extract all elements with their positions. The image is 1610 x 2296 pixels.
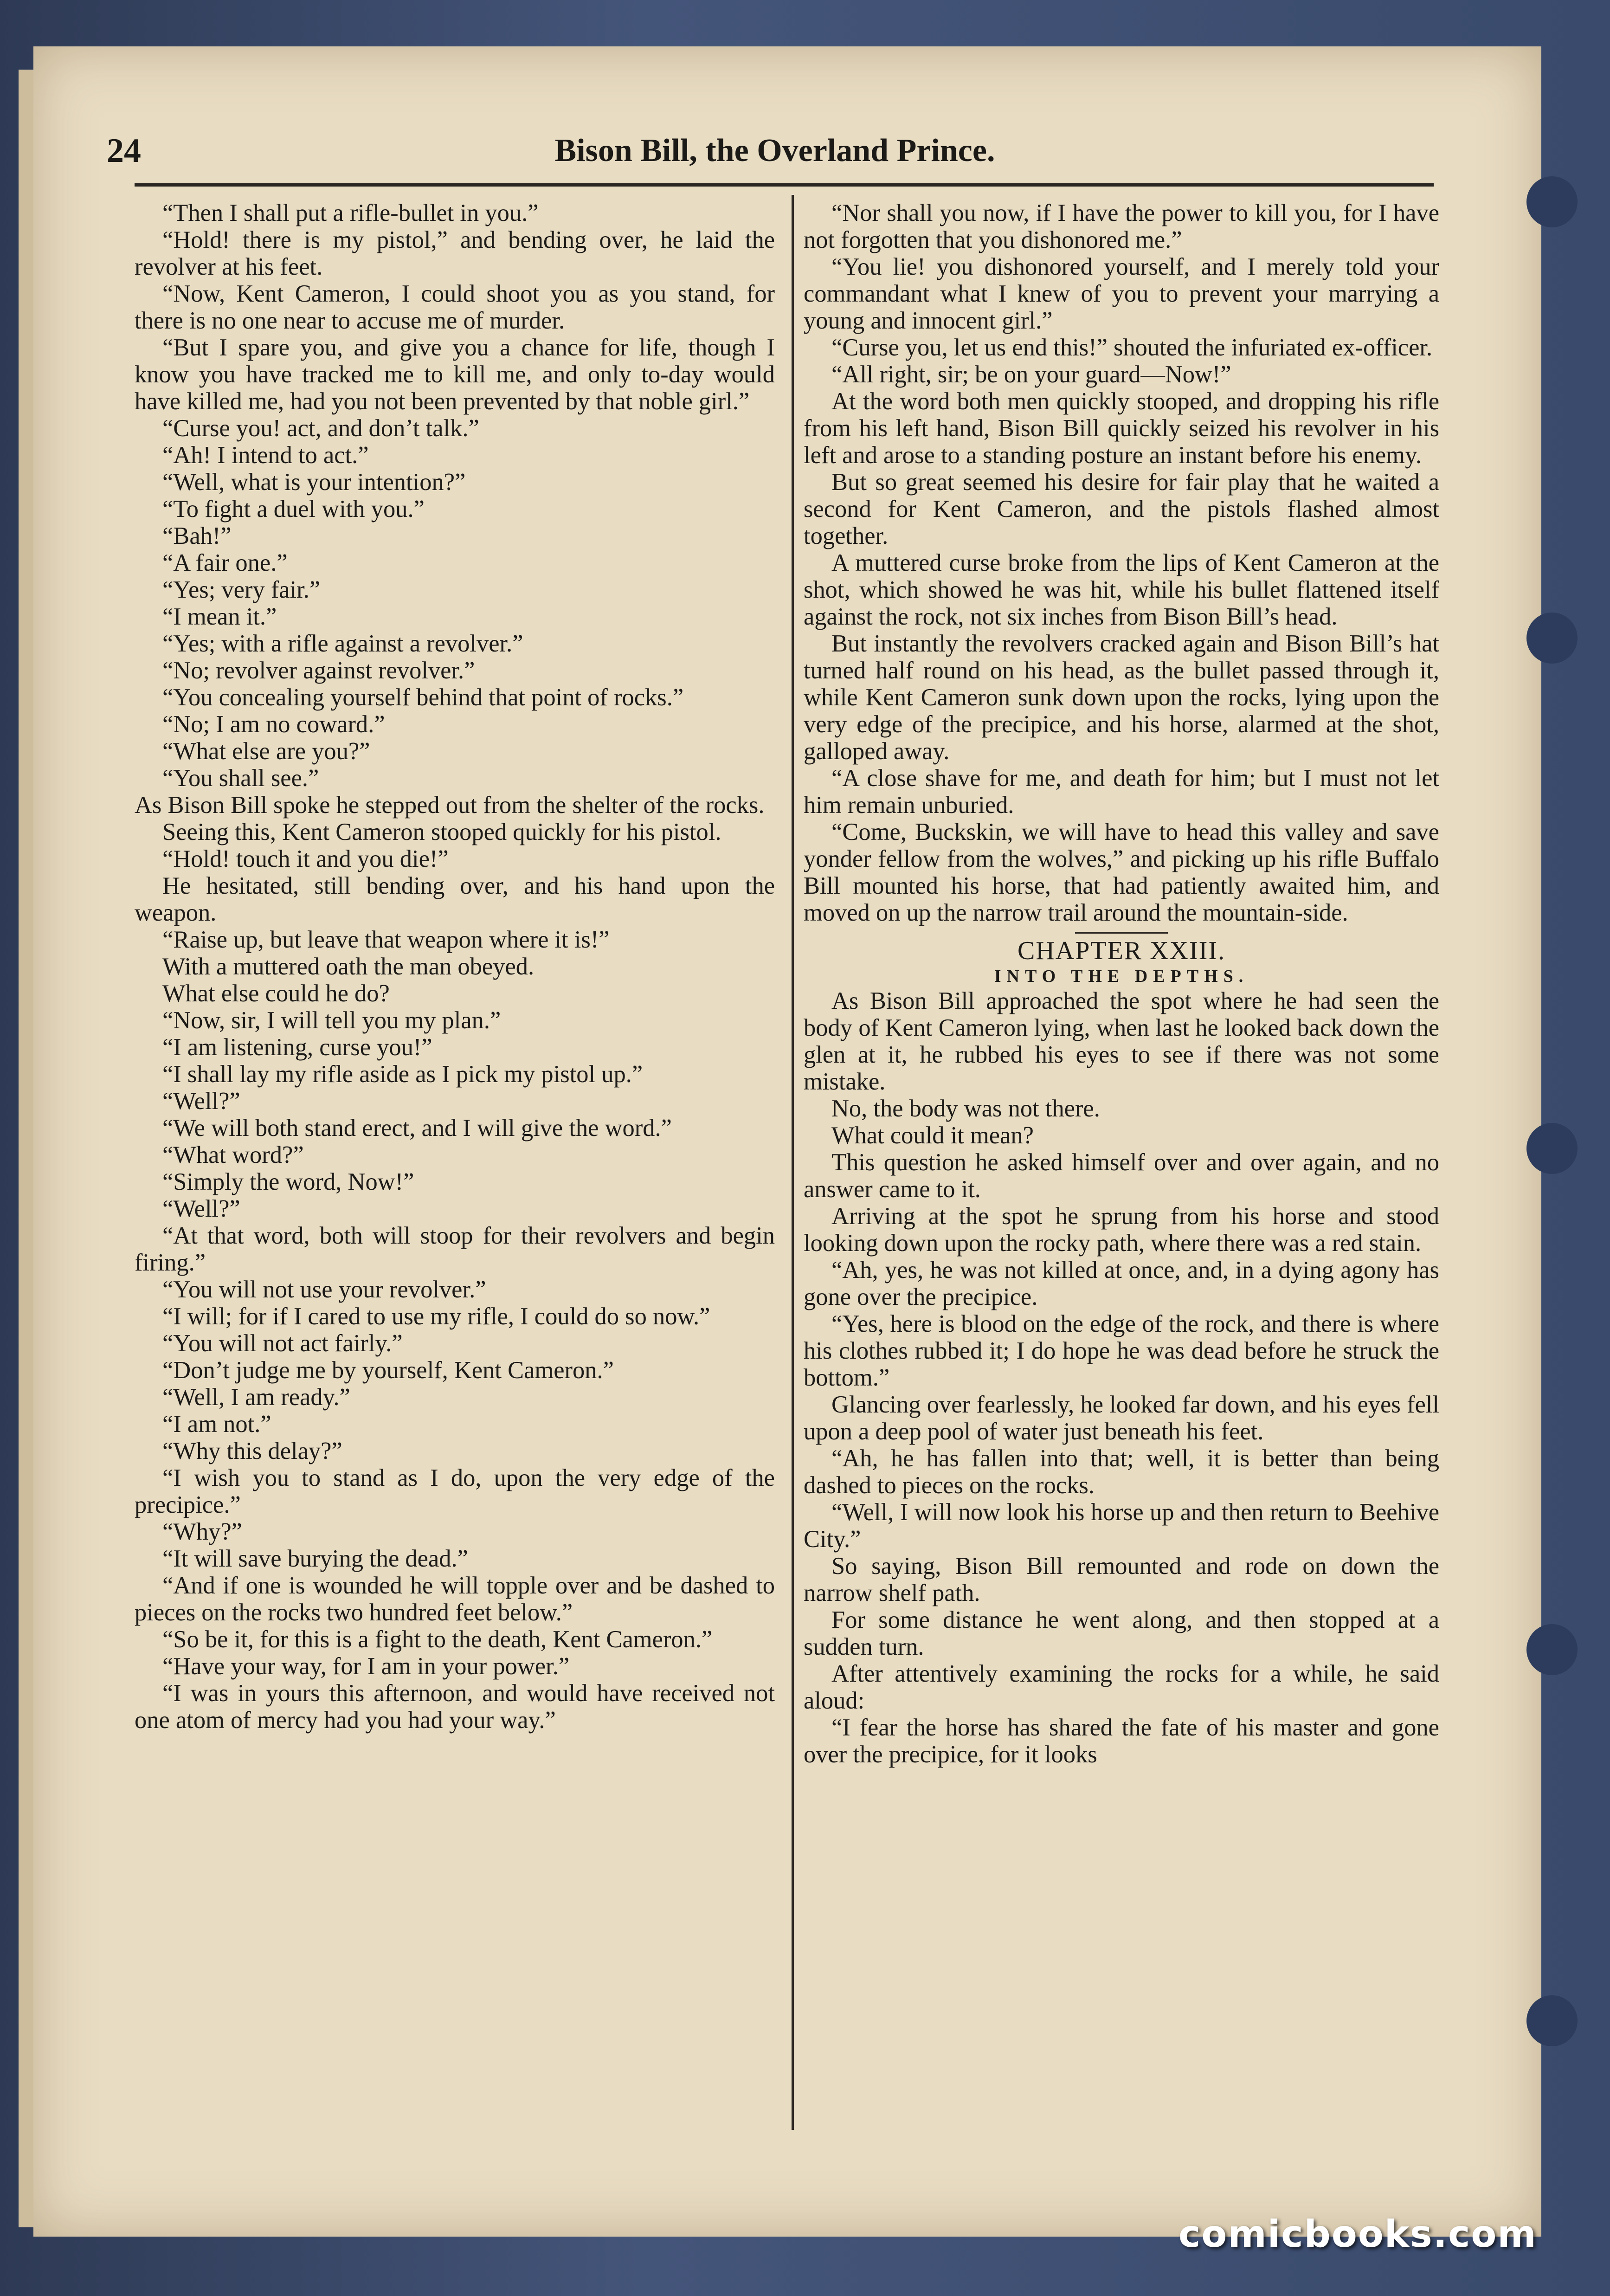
- paragraph: But instantly the revolvers cracked again and Bison Bill’s hat turned half round on his head, as the bullet passed through it, while Kent Cameron sunk down upon the rocks, lying upon the very edge of the precipice, and his horse, alarmed at the shot, galloped away.: [804, 630, 1439, 765]
- paragraph: Seeing this, Kent Cameron stooped quickly for his pistol.: [162, 819, 721, 845]
- paragraph: As Bison Bill spoke he stepped out from the shelter of the rocks.: [135, 792, 765, 819]
- paragraph: “Yes; very fair.”: [162, 576, 321, 603]
- paragraph: “I wish you to stand as I do, upon the very edge of the precipice.”: [135, 1464, 775, 1518]
- paragraph: “Why this delay?”: [162, 1438, 342, 1464]
- paragraph: “Well?”: [162, 1195, 240, 1222]
- paragraph: “What else are you?”: [162, 738, 370, 765]
- paragraph: “Well, what is your intention?”: [162, 469, 466, 496]
- binding-hole: [1526, 1123, 1578, 1174]
- right-column-text-after: [804, 987, 1439, 1768]
- paragraph: This question he asked himself over and over again, and no answer came to it.: [804, 1149, 1439, 1203]
- paragraph: What could it mean?: [831, 1122, 1034, 1149]
- chapter-heading: [804, 932, 1439, 987]
- paragraph: So saying, Bison Bill remounted and rode on down the narrow shelf path.: [804, 1553, 1439, 1606]
- paragraph: “I shall lay my rifle aside as I pick my pistol up.”: [162, 1061, 643, 1088]
- paragraph: “Curse you! act, and don’t talk.”: [162, 415, 479, 442]
- paragraph: “Yes, here is blood on the edge of the rock, and there is where his clothes rubbed it; I do hope he was dead before he struck the bottom.”: [804, 1310, 1439, 1391]
- paragraph: Glancing over fearlessly, he looked far down, and his eyes fell upon a deep pool of water just beneath his feet.: [804, 1391, 1439, 1445]
- paragraph: “So be it, for this is a fight to the death, Kent Cameron.”: [162, 1626, 713, 1653]
- paragraph: “Ah! I intend to act.”: [162, 442, 369, 469]
- paragraph: After attentively examining the rocks for a while, he said aloud:: [804, 1660, 1439, 1714]
- running-head: [107, 125, 1443, 181]
- paragraph: “You shall see.”: [162, 765, 319, 792]
- paragraph: “Simply the word, Now!”: [162, 1168, 414, 1195]
- chapter-title: CHAPTER XXIII.: [1018, 936, 1225, 965]
- paragraph: “Bah!”: [162, 522, 232, 549]
- binding-hole: [1526, 1995, 1578, 2046]
- paragraph: “Have your way, for I am in your power.”: [162, 1653, 570, 1680]
- paragraph: “It will save burying the dead.”: [162, 1545, 468, 1572]
- paragraph: “Ah, yes, he was not killed at once, and, in a dying agony has gone over the precipice.: [804, 1257, 1439, 1310]
- paragraph: “And if one is wounded he will topple over and be dashed to pieces on the rocks two hundred feet below.”: [135, 1572, 775, 1626]
- paragraph: “Nor shall you now, if I have the power to kill you, for I have not forgotten that you dishonored me.”: [804, 200, 1439, 253]
- paragraph: No, the body was not there.: [831, 1095, 1100, 1122]
- paragraph: “No; revolver against revolver.”: [162, 657, 475, 684]
- paragraph: “A fair one.”: [162, 549, 288, 576]
- paragraph: “Why?”: [162, 1518, 242, 1545]
- paragraph: “Then I shall put a rifle-bullet in you.”: [162, 200, 539, 226]
- paragraph: “Ah, he has fallen into that; well, it is better than being dashed to pieces on the rocks.: [804, 1445, 1439, 1499]
- paragraph: Arriving at the spot he sprung from his horse and stood looking down upon the rocky path, where there was a red stain.: [804, 1203, 1439, 1257]
- paragraph: “A close shave for me, and death for him; but I must not let him remain unburied.: [804, 765, 1439, 819]
- left-column: [135, 200, 775, 1734]
- paragraph: “I mean it.”: [162, 603, 277, 630]
- paragraph: “Now, Kent Cameron, I could shoot you as you stand, for there is no one near to accuse me of murder.: [135, 280, 775, 334]
- paragraph: “Curse you, let us end this!” shouted the infuriated ex-officer.: [831, 334, 1433, 361]
- paragraph: “I fear the horse has shared the fate of his master and gone over the precipice, for it looks: [804, 1714, 1439, 1768]
- paragraph: “Don’t judge me by yourself, Kent Cameron.”: [162, 1357, 614, 1384]
- header-rule: [135, 183, 1434, 187]
- page-number: 24: [107, 132, 141, 170]
- paragraph: “Well, I am ready.”: [162, 1384, 350, 1411]
- paragraph: “No; I am no coward.”: [162, 711, 385, 738]
- paragraph: “You concealing yourself behind that point of rocks.”: [162, 684, 684, 711]
- paragraph: “At that word, both will stoop for their revolvers and begin firing.”: [135, 1222, 775, 1276]
- paragraph: “I am not.”: [162, 1411, 271, 1438]
- paragraph: “Hold! there is my pistol,” and bending over, he laid the revolver at his feet.: [135, 226, 775, 280]
- paragraph: “Yes; with a rifle against a revolver.”: [162, 630, 523, 657]
- paragraph: “Raise up, but leave that weapon where it is!”: [162, 926, 610, 953]
- paragraph: “What word?”: [162, 1142, 304, 1168]
- paragraph: “You will not act fairly.”: [162, 1330, 403, 1357]
- paragraph: “You will not use your revolver.”: [162, 1276, 486, 1303]
- paragraph: “Now, sir, I will tell you my plan.”: [162, 1007, 501, 1034]
- chapter-subtitle: INTO THE DEPTHS.: [994, 967, 1249, 986]
- paragraph: “I will; for if I cared to use my rifle, I could do so now.”: [162, 1303, 710, 1330]
- paragraph: A muttered curse broke from the lips of Kent Cameron at the shot, which showed he was hit, while his bullet flattened itself against the rock, not six inches from Bison Bill’s head.: [804, 549, 1439, 630]
- paragraph: “All right, sir; be on your guard—Now!”: [831, 361, 1231, 388]
- right-column-text-before: [804, 200, 1439, 926]
- paragraph: “I am listening, curse you!”: [162, 1034, 432, 1061]
- paragraph: “Well, I will now look his horse up and then return to Beehive City.”: [804, 1499, 1439, 1553]
- paragraph: With a muttered oath the man obeyed.: [162, 953, 535, 980]
- paragraph: For some distance he went along, and then stopped at a sudden turn.: [804, 1606, 1439, 1660]
- paragraph: But so great seemed his desire for fair play that he waited a second for Kent Cameron, and the pistols flashed almost together.: [804, 469, 1439, 549]
- right-column: [804, 200, 1439, 1768]
- binding-hole: [1526, 613, 1578, 664]
- chapter-rule: [1075, 932, 1168, 934]
- watermark: comicbooks.com: [1179, 2212, 1537, 2256]
- column-divider: [792, 195, 794, 2130]
- paragraph: What else could he do?: [162, 980, 390, 1007]
- binding-hole: [1526, 176, 1578, 227]
- paragraph: “You lie! you dishonored yourself, and I merely told your commandant what I knew of you to prevent your marrying a young and innocent girl.”: [804, 253, 1439, 334]
- paragraph: “Well?”: [162, 1088, 240, 1115]
- paragraph: “We will both stand erect, and I will give the word.”: [162, 1115, 672, 1142]
- paragraph: “But I spare you, and give you a chance for life, though I know you have tracked me to kill me, and only to-day would have killed me, had you not been prevented by that noble girl.”: [135, 334, 775, 415]
- paragraph: He hesitated, still bending over, and his hand upon the weapon.: [135, 872, 775, 926]
- paragraph: “Hold! touch it and you die!”: [162, 845, 449, 872]
- paragraph: As Bison Bill approached the spot where he had seen the body of Kent Cameron lying, when last he looked back down the glen at it, he rubbed his eyes to see if there was not some mistake.: [804, 987, 1439, 1095]
- running-title: Bison Bill, the Overland Prince.: [554, 133, 995, 168]
- paragraph: “To fight a duel with you.”: [162, 496, 425, 522]
- paragraph: “I was in yours this afternoon, and would have received not one atom of mercy had you had your way.”: [135, 1680, 775, 1734]
- paragraph: At the word both men quickly stooped, and dropping his rifle from his left hand, Bison Bill quickly seized his revolver in his left and arose to a standing posture an instant before his enemy.: [804, 388, 1439, 469]
- paragraph: “Come, Buckskin, we will have to head this valley and save yonder fellow from the wolves,” and picking up his rifle Buffalo Bill mounted his horse, that had patiently awaited him, and moved on up the narrow trail around the mountain-side.: [804, 819, 1439, 926]
- binding-hole: [1526, 1624, 1578, 1675]
